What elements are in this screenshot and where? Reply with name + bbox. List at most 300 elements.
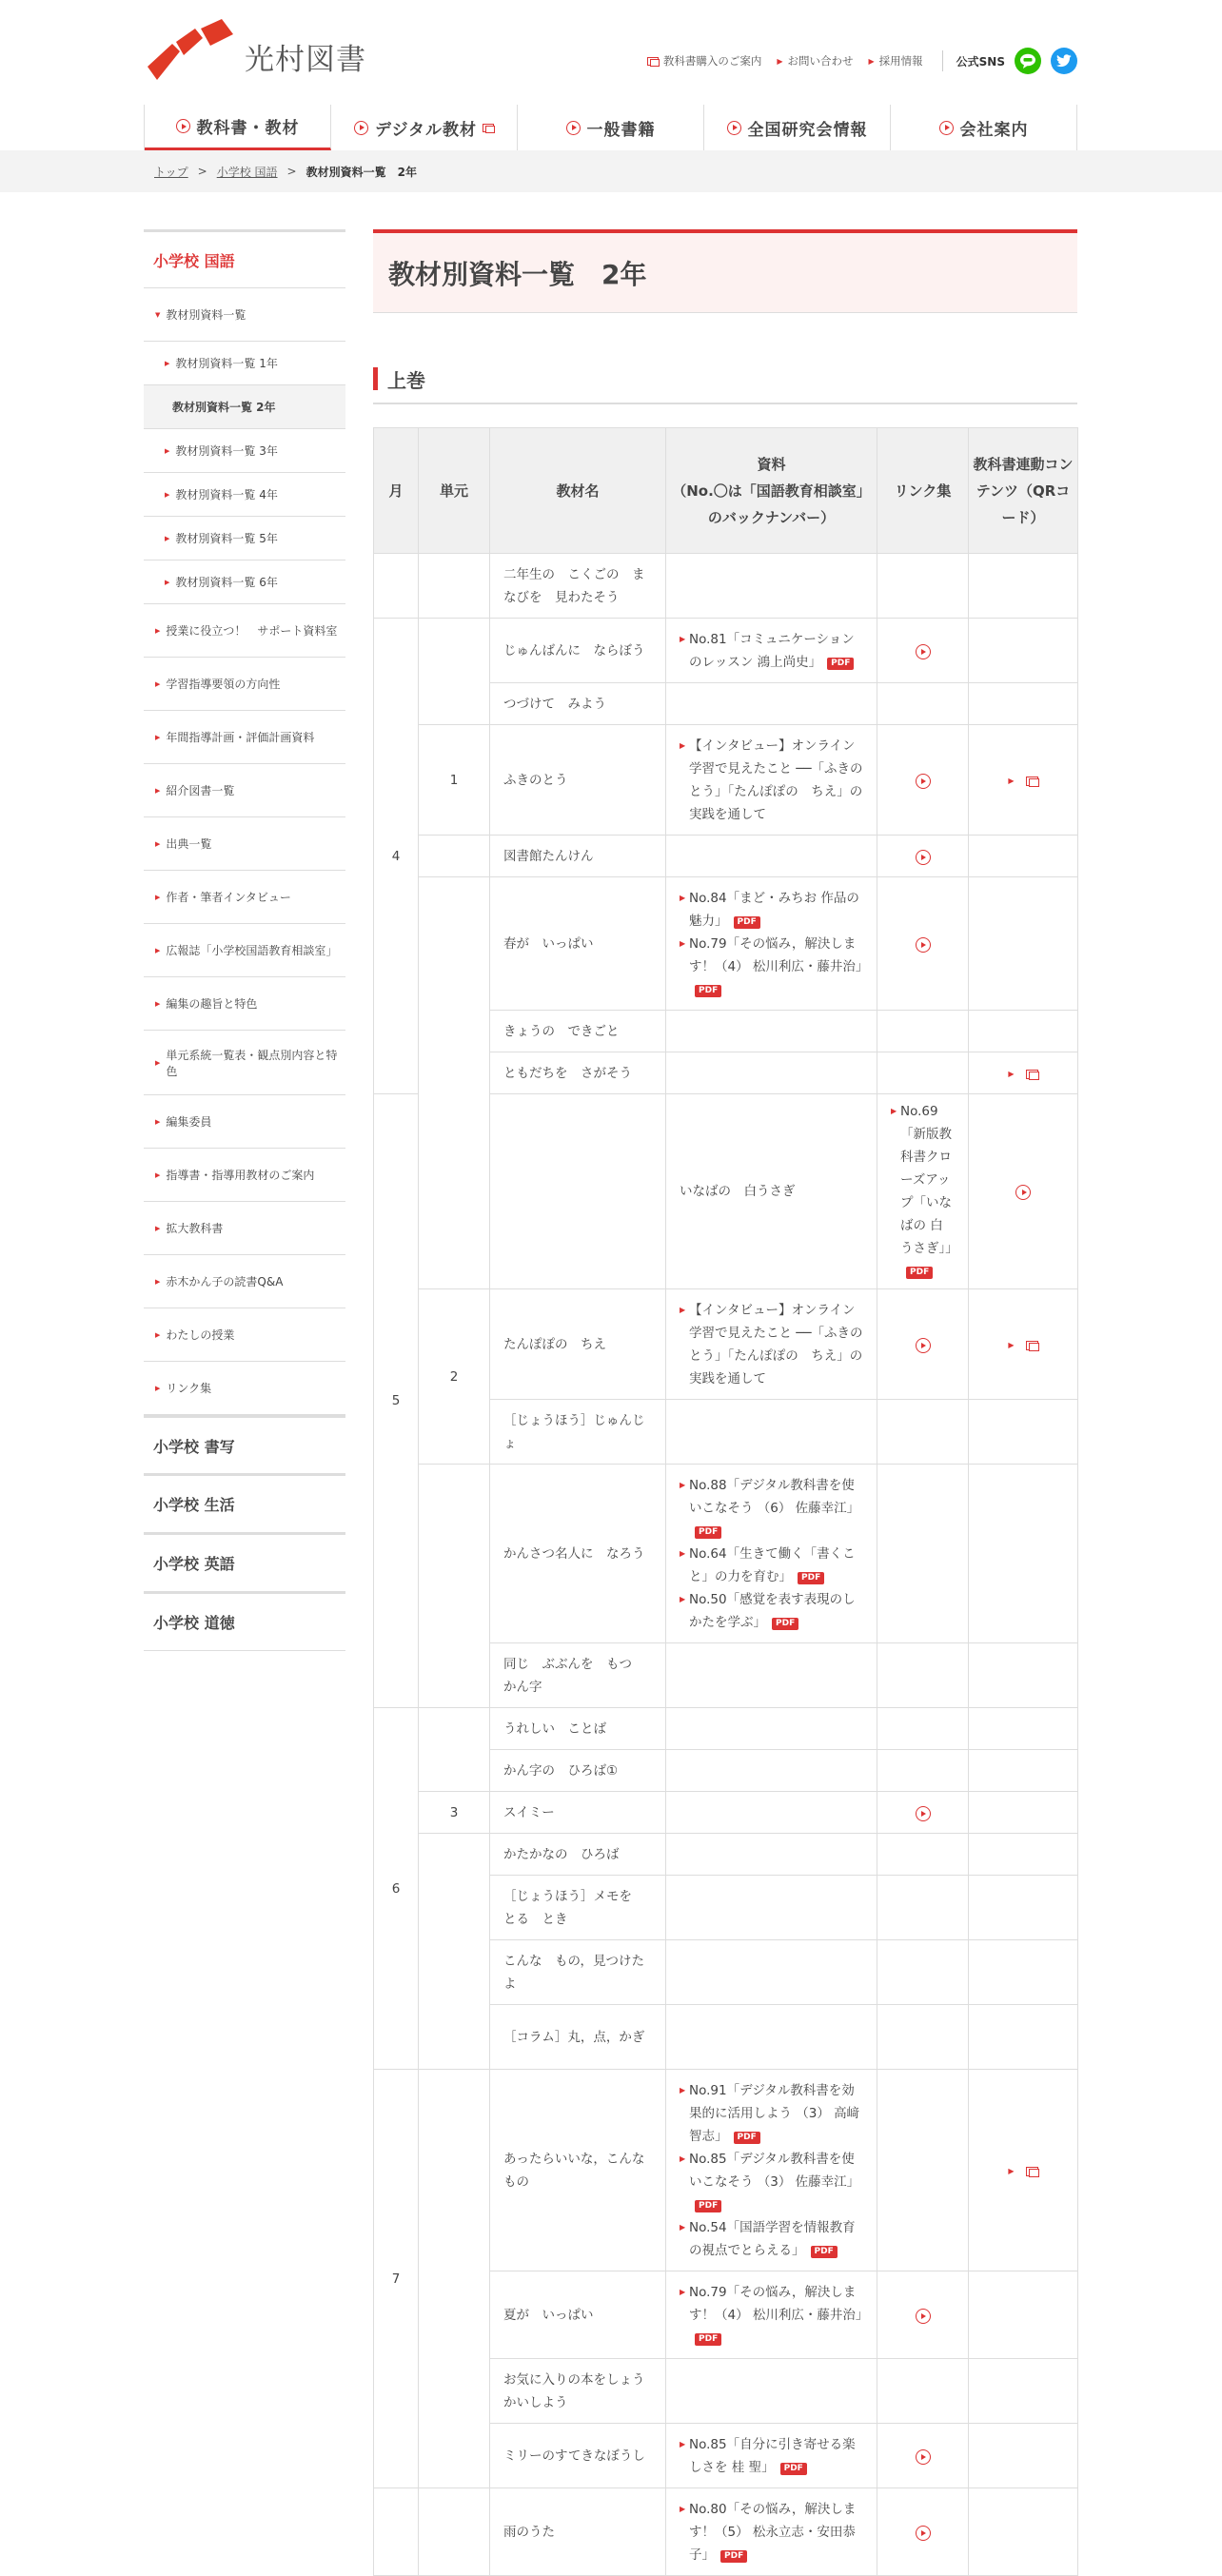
sidebar-item-label: 教材別資料一覧 5年 xyxy=(175,532,278,545)
table-row xyxy=(374,1708,1078,1750)
resource-link[interactable] xyxy=(680,2216,863,2262)
gnav-label: デジタル教材 xyxy=(375,120,477,140)
arrow-icon: ▶ xyxy=(891,1107,897,1115)
unit-cell xyxy=(419,877,490,1289)
table-row xyxy=(374,554,1078,619)
resource-cell xyxy=(666,1400,877,1465)
sidebar-item-label: 作者・筆者インタビュー xyxy=(166,891,291,904)
resource-link-text[interactable]: No.79「その悩み，解決します！（4） 松川利広・藤井治」 xyxy=(689,2284,869,2323)
month-cell xyxy=(374,2488,419,2576)
sidebar-item-grade1[interactable] xyxy=(144,342,345,385)
sidebar-item-support[interactable] xyxy=(144,604,345,658)
link-cell xyxy=(877,1708,969,1750)
arrow-icon: ▶ xyxy=(680,1594,686,1603)
arrow-icon: ▶ xyxy=(680,2222,686,2232)
sidebar-item-editorial[interactable] xyxy=(144,977,345,1031)
sidebar-item-label: 編集委員 xyxy=(166,1115,212,1129)
resource-cell xyxy=(666,2424,877,2488)
material-name: 春が いっぱい xyxy=(490,877,666,1011)
link-collection-icon[interactable] xyxy=(916,2526,931,2541)
resource-cell xyxy=(666,619,877,683)
utility-link-purchase[interactable] xyxy=(647,53,762,69)
link-collection-icon[interactable] xyxy=(916,1338,931,1353)
utility-link-contact[interactable] xyxy=(777,53,853,69)
link-cell xyxy=(877,1011,969,1052)
sidebar-item-magazine[interactable] xyxy=(144,924,345,977)
resource-link[interactable] xyxy=(680,2148,863,2216)
link-cell xyxy=(877,1643,969,1708)
sidebar-item-books[interactable] xyxy=(144,764,345,817)
pdf-badge: PDF xyxy=(780,2463,807,2475)
qr-cell xyxy=(969,1052,1078,1094)
resource-link-text[interactable]: No.69「新版教科書クローズアップ「いなばの 白うさぎ」」 xyxy=(900,1104,958,1256)
sidebar-item-label: 広報誌「小学校国語教育相談室」 xyxy=(166,944,338,957)
resource-cell xyxy=(666,683,877,725)
resource-cell xyxy=(666,836,877,877)
resource-list xyxy=(680,2498,863,2566)
resource-link[interactable] xyxy=(680,1588,863,1634)
resource-link[interactable] xyxy=(680,933,869,1001)
resource-link[interactable] xyxy=(680,735,863,826)
qr-cell xyxy=(969,619,1078,683)
sidebar-item-annual-plan[interactable] xyxy=(144,711,345,764)
resource-link-text[interactable]: No.81「コミュニケーションのレッスン 鴻上尚史」 xyxy=(689,631,855,670)
resource-link[interactable] xyxy=(680,1474,863,1543)
qr-cell xyxy=(969,2488,1078,2576)
pdf-badge: PDF xyxy=(811,2246,838,2258)
arrow-icon: ▶ xyxy=(155,946,161,954)
page-title: 教材別資料一覧 2年 xyxy=(373,229,1077,313)
sidebar-section-calligraphy[interactable]: 小学校 書写 xyxy=(144,1415,345,1474)
resource-list xyxy=(680,628,863,674)
sidebar-item-my-lesson[interactable] xyxy=(144,1308,345,1362)
material-name: きょうの できごと xyxy=(490,1011,666,1052)
resource-list xyxy=(680,2281,869,2350)
col-unit: 単元 xyxy=(419,428,490,554)
sns-label: 公式SNS xyxy=(956,54,1005,69)
arrow-icon: ▶ xyxy=(680,938,686,948)
material-name: ふきのとう xyxy=(490,725,666,836)
link-cell xyxy=(877,1289,969,1400)
pdf-badge: PDF xyxy=(734,2132,760,2144)
resource-link[interactable] xyxy=(680,887,863,933)
sidebar-item-interviews[interactable] xyxy=(144,871,345,924)
material-name: 同じ ぶぶんを もつ かん字 xyxy=(490,1643,666,1708)
breadcrumb-bar xyxy=(0,150,1222,192)
link-collection-icon[interactable] xyxy=(916,1806,931,1821)
sidebar-item-label: 教材別資料一覧 4年 xyxy=(175,488,278,501)
arrow-icon: ▶ xyxy=(155,679,161,688)
link-collection-icon[interactable] xyxy=(916,2309,931,2324)
pdf-badge: PDF xyxy=(695,985,721,997)
sidebar-item-grade5[interactable] xyxy=(144,517,345,560)
link-collection-icon[interactable] xyxy=(1015,1185,1031,1200)
resource-cell xyxy=(877,1094,969,1289)
arrow-icon: ▶ xyxy=(680,1548,686,1558)
sidebar-item-grade3[interactable] xyxy=(144,429,345,473)
material-name: かん字の ひろば① xyxy=(490,1750,666,1792)
unit-cell xyxy=(419,836,490,877)
material-name: じゅんばんに ならぼう xyxy=(490,619,666,683)
material-name: かんさつ名人に なろう xyxy=(490,1465,666,1643)
unit-cell xyxy=(419,1708,490,1792)
material-name: 図書館たんけん xyxy=(490,836,666,877)
sidebar-item-grade2[interactable] xyxy=(144,385,345,429)
material-name: うれしい ことば xyxy=(490,1708,666,1750)
qr-cell xyxy=(969,1708,1078,1750)
arrow-icon: ▶ xyxy=(155,1384,161,1392)
qr-content-link[interactable] xyxy=(1008,1063,1037,1086)
arrow-icon: ▶ xyxy=(165,359,170,367)
qr-cell xyxy=(969,1792,1078,1834)
sidebar-item-unit-table[interactable] xyxy=(144,1031,345,1095)
qr-cell xyxy=(969,2070,1078,2271)
link-cell xyxy=(877,2488,969,2576)
external-window-icon xyxy=(1026,1341,1038,1350)
resource-link-text[interactable]: No.50「感覚を表す表現のしかたを学ぶ」 xyxy=(689,1591,856,1630)
site-logo[interactable] xyxy=(144,15,382,82)
sidebar-item-sources[interactable] xyxy=(144,817,345,871)
link-cell xyxy=(877,2005,969,2070)
qr-cell xyxy=(969,1400,1078,1465)
qr-cell xyxy=(969,554,1078,619)
utility-nav xyxy=(632,46,1077,76)
sidebar-item-links[interactable] xyxy=(144,1362,345,1415)
unit-cell xyxy=(419,1834,490,2070)
arrow-icon: ▶ xyxy=(1008,1069,1015,1078)
line-icon[interactable] xyxy=(1015,48,1041,74)
month-cell xyxy=(374,554,419,619)
sidebar-section-english[interactable]: 小学校 英語 xyxy=(144,1533,345,1592)
gnav-textbooks[interactable] xyxy=(145,105,331,150)
resource-list xyxy=(680,735,863,826)
sidebar-item-grade6[interactable] xyxy=(144,560,345,604)
utility-link-label: 採用情報 xyxy=(878,54,923,68)
resource-link[interactable] xyxy=(680,2079,863,2148)
link-collection-icon[interactable] xyxy=(916,774,931,789)
link-collection-icon[interactable] xyxy=(916,2449,931,2465)
resource-link[interactable] xyxy=(680,2498,863,2566)
material-name: こんな もの，見つけたよ xyxy=(490,1940,666,2005)
qr-cell xyxy=(969,877,1078,1011)
sidebar-item-grade4[interactable] xyxy=(144,473,345,517)
sidebar xyxy=(144,229,345,1651)
gnav-books[interactable] xyxy=(518,105,704,150)
table-row xyxy=(374,2488,1078,2576)
qr-cell xyxy=(969,2424,1078,2488)
month-cell: 4 xyxy=(374,619,419,1094)
link-cell xyxy=(877,683,969,725)
resource-cell xyxy=(666,1643,877,1708)
material-name: お気に入りの本をしょうかいしよう xyxy=(490,2359,666,2424)
sidebar-item-label: 赤木かん子の読書Q&A xyxy=(166,1275,284,1288)
resource-link[interactable] xyxy=(680,2433,863,2479)
resource-link-text[interactable]: No.84「まど・みちお 作品の魅力」 xyxy=(689,890,859,929)
resource-cell xyxy=(666,1052,877,1094)
pdf-badge: PDF xyxy=(695,1526,721,1539)
arrow-icon: ▶ xyxy=(680,2085,686,2094)
sidebar-item-label: 学習指導要領の方向性 xyxy=(166,678,281,691)
arrow-icon: ▶ xyxy=(680,2287,686,2296)
main-content xyxy=(373,229,1077,2576)
resource-link[interactable] xyxy=(680,1299,863,1390)
month-cell: 6 xyxy=(374,1708,419,2070)
qr-cell xyxy=(969,836,1078,877)
resource-link-text[interactable]: No.91「デジタル教科書を効果的に活用しよう （3） 高﨑智志」 xyxy=(689,2082,860,2144)
unit-cell xyxy=(419,554,490,619)
gnav-label: 会社案内 xyxy=(959,120,1029,140)
resource-link[interactable] xyxy=(680,2281,869,2350)
qr-cell xyxy=(969,1011,1078,1052)
arrow-icon: ▶ xyxy=(1008,1340,1015,1349)
col-material: 教材名 xyxy=(490,428,666,554)
link-cell xyxy=(877,1052,969,1094)
gnav-label: 全国研究会情報 xyxy=(747,120,868,140)
sidebar-item-large-print[interactable] xyxy=(144,1202,345,1255)
circle-arrow-icon xyxy=(727,121,741,135)
circle-arrow-icon xyxy=(354,121,368,135)
breadcrumb-separator: > xyxy=(286,165,297,178)
gnav-label: 一般書籍 xyxy=(586,120,656,140)
qr-cell xyxy=(969,2005,1078,2070)
qr-cell xyxy=(969,2359,1078,2424)
col-resource: 資料 （No.〇は「国語教育相談室」のバックナンバー） xyxy=(666,428,877,554)
sidebar-item-reading-qa[interactable] xyxy=(144,1255,345,1308)
resource-list xyxy=(680,887,869,1001)
resource-cell xyxy=(666,1876,877,1940)
link-collection-icon[interactable] xyxy=(916,644,931,659)
resource-cell xyxy=(666,2070,877,2271)
sidebar-section-life[interactable]: 小学校 生活 xyxy=(144,1474,345,1533)
utility-link-recruit[interactable] xyxy=(869,53,923,69)
resource-list xyxy=(680,2079,863,2262)
resource-link-text[interactable]: No.88「デジタル教科書を使いこなそう （6） 佐藤幸江」 xyxy=(689,1477,860,1516)
table-row xyxy=(374,836,1078,877)
arrow-icon: ▶ xyxy=(1008,2166,1015,2175)
resource-cell xyxy=(666,877,877,1011)
col-links: リンク集 xyxy=(877,428,969,554)
material-name: スイミー xyxy=(490,1792,666,1834)
resource-list xyxy=(891,1100,958,1283)
material-name: ［じょうほう］メモを とる とき xyxy=(490,1876,666,1940)
link-cell xyxy=(877,1465,969,1643)
qr-content-link[interactable] xyxy=(1008,770,1037,793)
circle-arrow-icon xyxy=(176,119,190,133)
chevron-down-icon: ▼ xyxy=(155,310,161,319)
section-heading-label: 上巻 xyxy=(387,368,425,392)
qr-cell xyxy=(969,1834,1078,1876)
resource-link-text[interactable]: No.80「その悩み，解決します！（5） 松永立志・安田恭子」 xyxy=(689,2501,857,2563)
arrow-icon: ▶ xyxy=(777,56,783,66)
pdf-badge: PDF xyxy=(695,2200,721,2212)
external-window-icon xyxy=(1026,777,1038,786)
qr-content-link[interactable] xyxy=(1008,2160,1037,2183)
sidebar-item-teacher-guides[interactable] xyxy=(144,1149,345,1202)
link-cell xyxy=(877,1876,969,1940)
resource-link-text[interactable]: No.79「その悩み，解決します！（4） 松川利広・藤井治」 xyxy=(689,935,869,974)
gnav-company[interactable] xyxy=(891,105,1077,150)
sidebar-section-ethics[interactable]: 小学校 道徳 xyxy=(144,1592,345,1651)
sidebar-item-label: 紹介図書一覧 xyxy=(166,784,235,797)
arrow-icon: ▶ xyxy=(155,626,161,635)
arrow-icon: ▶ xyxy=(155,1117,161,1126)
arrow-icon: ▶ xyxy=(680,2439,686,2448)
sidebar-item-guidelines[interactable] xyxy=(144,658,345,711)
sidebar-item-material-list[interactable] xyxy=(144,288,345,342)
sidebar-item-label: 授業に役立つ！ サポート資料室 xyxy=(166,624,338,638)
circle-arrow-icon xyxy=(566,121,581,135)
twitter-icon[interactable] xyxy=(1051,48,1077,74)
arrow-icon: ▶ xyxy=(155,1058,161,1067)
sidebar-item-label: 編集の趣旨と特色 xyxy=(166,997,258,1011)
table-row xyxy=(374,1289,1078,1400)
table-row xyxy=(374,2070,1078,2271)
resource-link[interactable] xyxy=(680,628,863,674)
sidebar-item-editors[interactable] xyxy=(144,1095,345,1149)
heading-bar xyxy=(373,367,378,390)
arrow-icon: ▶ xyxy=(155,839,161,848)
resource-cell xyxy=(666,1011,877,1052)
resource-list xyxy=(680,2433,863,2479)
link-cell xyxy=(969,1094,1078,1289)
sidebar-item-label: 出典一覧 xyxy=(166,837,212,851)
unit-cell xyxy=(490,1094,666,1289)
utility-link-label: お問い合わせ xyxy=(787,54,854,68)
qr-cell xyxy=(969,1940,1078,2005)
circle-arrow-icon xyxy=(939,121,954,135)
gnav-research[interactable] xyxy=(704,105,891,150)
link-collection-icon[interactable] xyxy=(916,937,931,953)
resource-link-text[interactable]: 【インタビュー】オンライン学習で見えたこと ──「ふきのとう」「たんぽぽの ちえ」の実践を通して xyxy=(689,737,863,822)
sidebar-item-label: 単元系統一覧表・観点別内容と特色 xyxy=(166,1048,338,1078)
qr-cell xyxy=(969,1643,1078,1708)
section-heading xyxy=(373,363,1077,404)
resource-link-text[interactable]: No.54「国語学習を情報教育の視点でとらえる」 xyxy=(689,2219,856,2258)
unit-cell xyxy=(419,1465,490,1708)
sidebar-heading[interactable]: 小学校 国語 xyxy=(144,229,345,288)
resource-cell xyxy=(666,1289,877,1400)
pdf-badge: PDF xyxy=(734,916,760,929)
divider xyxy=(942,50,943,71)
arrow-icon: ▶ xyxy=(680,1305,686,1314)
resource-cell xyxy=(666,725,877,836)
qr-content-link[interactable] xyxy=(1008,1334,1037,1357)
resource-link-text[interactable]: 【インタビュー】オンライン学習で見えたこと ──「ふきのとう」「たんぽぽの ちえ」の実践を通して xyxy=(689,1302,863,1386)
arrow-icon: ▶ xyxy=(155,786,161,795)
link-cell xyxy=(877,619,969,683)
col-qr: 教科書連動コンテンツ（QRコード） xyxy=(969,428,1078,554)
link-cell xyxy=(877,1750,969,1792)
link-cell xyxy=(877,2424,969,2488)
material-name: つづけて みよう xyxy=(490,683,666,725)
gnav-digital[interactable] xyxy=(331,105,518,150)
resource-cell xyxy=(666,1940,877,2005)
resource-cell xyxy=(666,2488,877,2576)
material-name: ともだちを さがそう xyxy=(490,1052,666,1094)
arrow-icon: ▶ xyxy=(155,1330,161,1339)
sidebar-item-label: 教材別資料一覧 1年 xyxy=(175,357,278,370)
resource-link[interactable] xyxy=(680,1543,863,1588)
arrow-icon: ▶ xyxy=(165,490,170,499)
resource-cell xyxy=(666,554,877,619)
table-header-row xyxy=(374,428,1078,554)
pdf-badge: PDF xyxy=(695,2333,721,2346)
qr-cell xyxy=(969,1876,1078,1940)
sidebar-item-label: 教材別資料一覧 3年 xyxy=(175,444,278,458)
arrow-icon: ▶ xyxy=(680,2153,686,2163)
qr-cell xyxy=(969,725,1078,836)
resource-link-text[interactable]: No.64「生きて働く「書くこと」の力を育む」 xyxy=(689,1545,856,1584)
sidebar-item-label: 教材別資料一覧 2年 xyxy=(172,401,276,414)
resource-link-text[interactable]: No.85「デジタル教科書を使いこなそう （3） 佐藤幸江」 xyxy=(689,2151,860,2190)
sidebar-item-label: わたしの授業 xyxy=(166,1328,235,1342)
unit-cell xyxy=(419,619,490,725)
material-name: ［コラム］丸，点，かぎ xyxy=(490,2005,666,2070)
col-month: 月 xyxy=(374,428,419,554)
gnav-label: 教科書・教材 xyxy=(196,119,300,138)
arrow-icon: ▶ xyxy=(1008,776,1015,785)
material-name: 二年生の こくごの まなびを 見わたそう xyxy=(490,554,666,619)
link-cell xyxy=(877,836,969,877)
arrow-icon: ▶ xyxy=(165,578,170,586)
sidebar-item-label: 教材別資料一覧 xyxy=(166,308,246,322)
month-cell: 7 xyxy=(374,2070,419,2488)
resource-link[interactable] xyxy=(891,1100,958,1283)
link-collection-icon[interactable] xyxy=(916,850,931,865)
qr-cell xyxy=(969,1750,1078,1792)
link-cell xyxy=(877,554,969,619)
materials-table xyxy=(373,427,1078,2576)
material-name: たんぽぽの ちえ xyxy=(490,1289,666,1400)
unit-cell xyxy=(419,2488,490,2576)
pdf-badge: PDF xyxy=(798,1572,824,1584)
link-cell xyxy=(877,1400,969,1465)
table-row xyxy=(374,877,1078,1011)
global-nav xyxy=(144,105,1077,150)
qr-cell xyxy=(969,1465,1078,1643)
external-window-icon xyxy=(1026,1070,1038,1079)
resource-link-text[interactable]: No.85「自分に引き寄せる楽しさを 桂 聖」 xyxy=(689,2436,856,2475)
resource-cell xyxy=(666,1750,877,1792)
resource-cell xyxy=(666,2005,877,2070)
arrow-icon: ▶ xyxy=(680,893,686,902)
arrow-icon: ▶ xyxy=(680,1480,686,1489)
qr-cell xyxy=(969,1289,1078,1400)
link-cell xyxy=(877,2070,969,2271)
external-window-icon xyxy=(1026,2167,1038,2176)
arrow-icon: ▶ xyxy=(680,740,686,750)
arrow-icon: ▶ xyxy=(680,2504,686,2513)
arrow-icon: ▶ xyxy=(155,733,161,741)
resource-list xyxy=(680,1299,863,1390)
material-name: あったらいいな，こんなもの xyxy=(490,2070,666,2271)
material-name: かたかなの ひろば xyxy=(490,1834,666,1876)
external-window-icon xyxy=(647,57,659,66)
resource-cell xyxy=(666,2271,877,2359)
resource-list xyxy=(680,1474,863,1634)
sidebar-item-label: 指導書・指導用教材のご案内 xyxy=(166,1169,315,1182)
utility-link-label: 教科書購入のご案内 xyxy=(662,54,762,68)
breadcrumb-subject[interactable]: 小学校 国語 xyxy=(216,165,278,179)
sidebar-item-label: 教材別資料一覧 6年 xyxy=(175,576,278,589)
arrow-icon: ▶ xyxy=(165,534,170,542)
table-row xyxy=(374,619,1078,683)
table-body xyxy=(374,554,1078,2576)
breadcrumb-home[interactable]: トップ xyxy=(154,165,188,179)
arrow-icon: ▶ xyxy=(155,893,161,901)
table-row xyxy=(374,1792,1078,1834)
sidebar-item-label: 年間指導計画・評価計画資料 xyxy=(166,731,315,744)
